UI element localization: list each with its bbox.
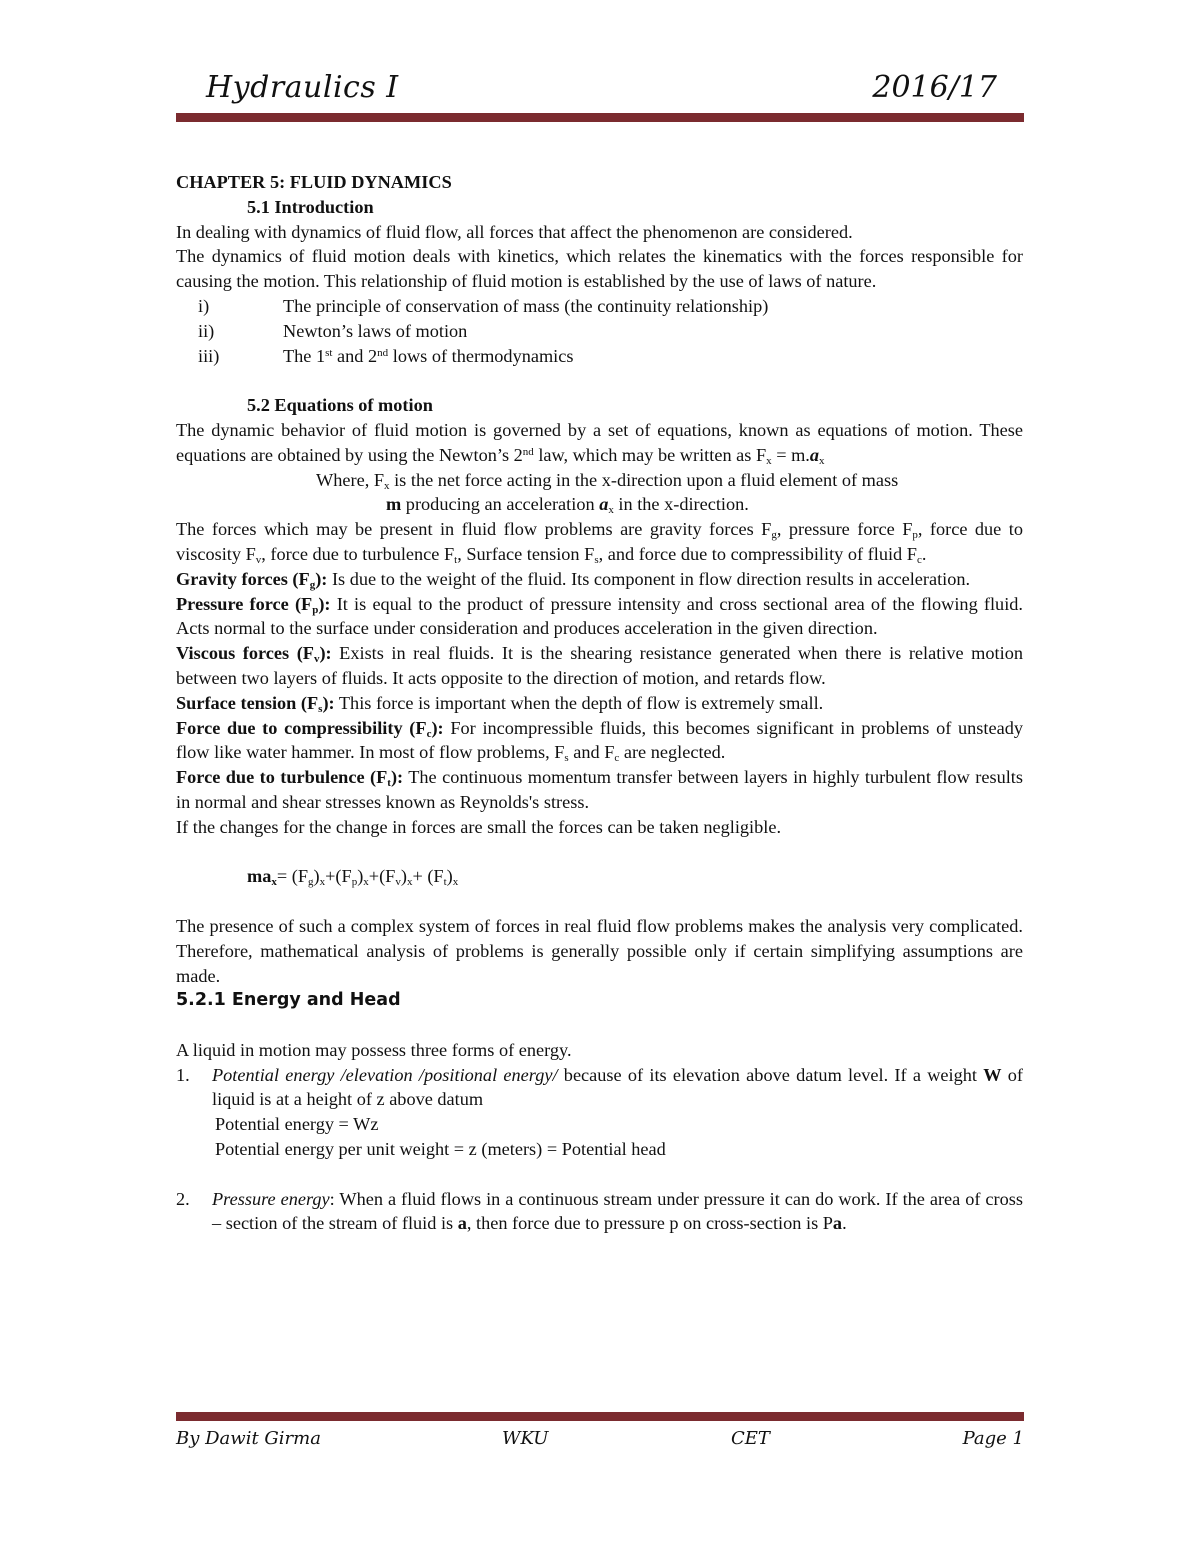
footer-rule [176, 1412, 1024, 1421]
list-number: iii) [198, 345, 220, 366]
paragraph: The presence of such a complex system of forces in real fluid flow problems makes the analysis very complicated. Therefore, mathematical analysis of problems is generally possible only if certain simplifying assumptions are made. [176, 915, 1023, 986]
list-text: The 1st and 2nd lows of thermodynamics [283, 345, 574, 366]
list-number: i) [198, 295, 210, 316]
footer-author: By Dawit Girma [176, 1428, 321, 1449]
where-line: Where, $F_x$ is the net force acting in the x-direction upon a fluid element of mass [316, 469, 899, 492]
footer-institution: WKU [502, 1428, 549, 1449]
definition-gravity: Gravity forces $(F_g)$: Is due to the weight of the fluid. Its component in flow direction results in acceleration. [176, 568, 971, 591]
where-line: m producing an acceleration $a_x$ in the x-direction. [386, 494, 749, 517]
list-text: Pressure energy: When a fluid flows in a continuous stream under pressure it can do work. If the area of cross – section of the stream of fluid is a, then force due to pressure p on cross-section is Pa. [212, 1188, 1023, 1234]
list-item [176, 294, 1023, 319]
list-item [176, 344, 1023, 369]
paragraph: The dynamic behavior of fluid motion is governed by a set of equations, known as equations of motion. These equations are obtained by using the Newton’s 2nd law, which may be written as $F_x = m.a_x$ [176, 419, 1023, 467]
formula-line: Potential energy = Wz [215, 1114, 379, 1135]
header-year: 2016/17 [872, 70, 997, 105]
section-heading-5-1: 5.1 Introduction [247, 196, 374, 217]
definition-pressure: Pressure force $(F_p)$: It is equal to the product of pressure intensity and cross sectional area of the flowing fluid. Acts normal to the surface under consideration and produces acceleration in the given direction. [176, 593, 1023, 639]
equation-of-motion: $ma_x= (F_g)_x+(F_p)_x+(F_v)_x+ (F_t)_x$ [247, 866, 459, 889]
paragraph: A liquid in motion may possess three forms of energy. [176, 1039, 572, 1060]
list-item [176, 319, 1023, 344]
footer-department: CET [731, 1428, 770, 1449]
list-text: Newton’s laws of motion [283, 320, 468, 341]
definition-viscous: Viscous forces $(F_v)$: Exists in real fluids. It is the shearing resistance generated when there is relative motion between two layers of fluids. It acts opposite to the direction of motion, and retards flow. [176, 643, 1023, 688]
paragraph: In dealing with dynamics of fluid flow, all forces that affect the phenomenon are considered. [176, 221, 853, 242]
definition-turbulence: Force due to turbulence $(F_t)$: The continuous momentum transfer between layers in highly turbulent flow results in normal and shear stresses known as Reynolds's stress. [176, 767, 1023, 812]
footer-page-number: Page 1 [962, 1428, 1024, 1449]
list-item [176, 1063, 1023, 1113]
formula-line: Potential energy per unit weight = z (meters) = Potential head [215, 1139, 666, 1160]
paragraph: If the changes for the change in forces are small the forces can be taken negligible. [176, 816, 782, 837]
chapter-title: CHAPTER 5: FLUID DYNAMICS [176, 172, 452, 192]
header-rule [176, 113, 1024, 122]
header-title: Hydraulics I [206, 70, 399, 105]
list-text: Potential energy /elevation /positional energy/ because of its elevation above datum level. If a weight W of liquid is at a height of z above datum [212, 1064, 1023, 1110]
list-number: 2. [176, 1188, 190, 1209]
section-heading-5-2-1: 5.2.1 Energy and Head [176, 990, 401, 1011]
paragraph: The forces which may be present in fluid flow problems are gravity forces $F_g$, pressure force $F_p$, force due to viscosity $F_v$, force due to turbulence $F_t$, Surface tension $F_s$, and force due to compressibility of fluid $F_c$. [176, 519, 1023, 566]
definition-surface-tension: Surface tension $(F_s)$: This force is important when the depth of flow is extremely small. [176, 692, 824, 715]
list-item [176, 1187, 1023, 1237]
list-number: 1. [176, 1064, 190, 1085]
paragraph: The dynamics of fluid motion deals with kinetics, which relates the kinematics with the forces responsible for causing the motion. This relationship of fluid motion is established by the use of laws of nature. [176, 246, 1023, 292]
document-body [176, 170, 1023, 1236]
section-heading-5-2: 5.2 Equations of motion [247, 395, 433, 416]
definition-compressibility: Force due to compressibility $(F_c)$: For incompressible fluids, this becomes significant in problems of unsteady flow like water hammer. In most of flow problems, $F_s$ and $F_c$ are neglected. [176, 717, 1023, 765]
list-text: The principle of conservation of mass (the continuity relationship) [283, 295, 769, 316]
list-number: ii) [198, 320, 215, 341]
